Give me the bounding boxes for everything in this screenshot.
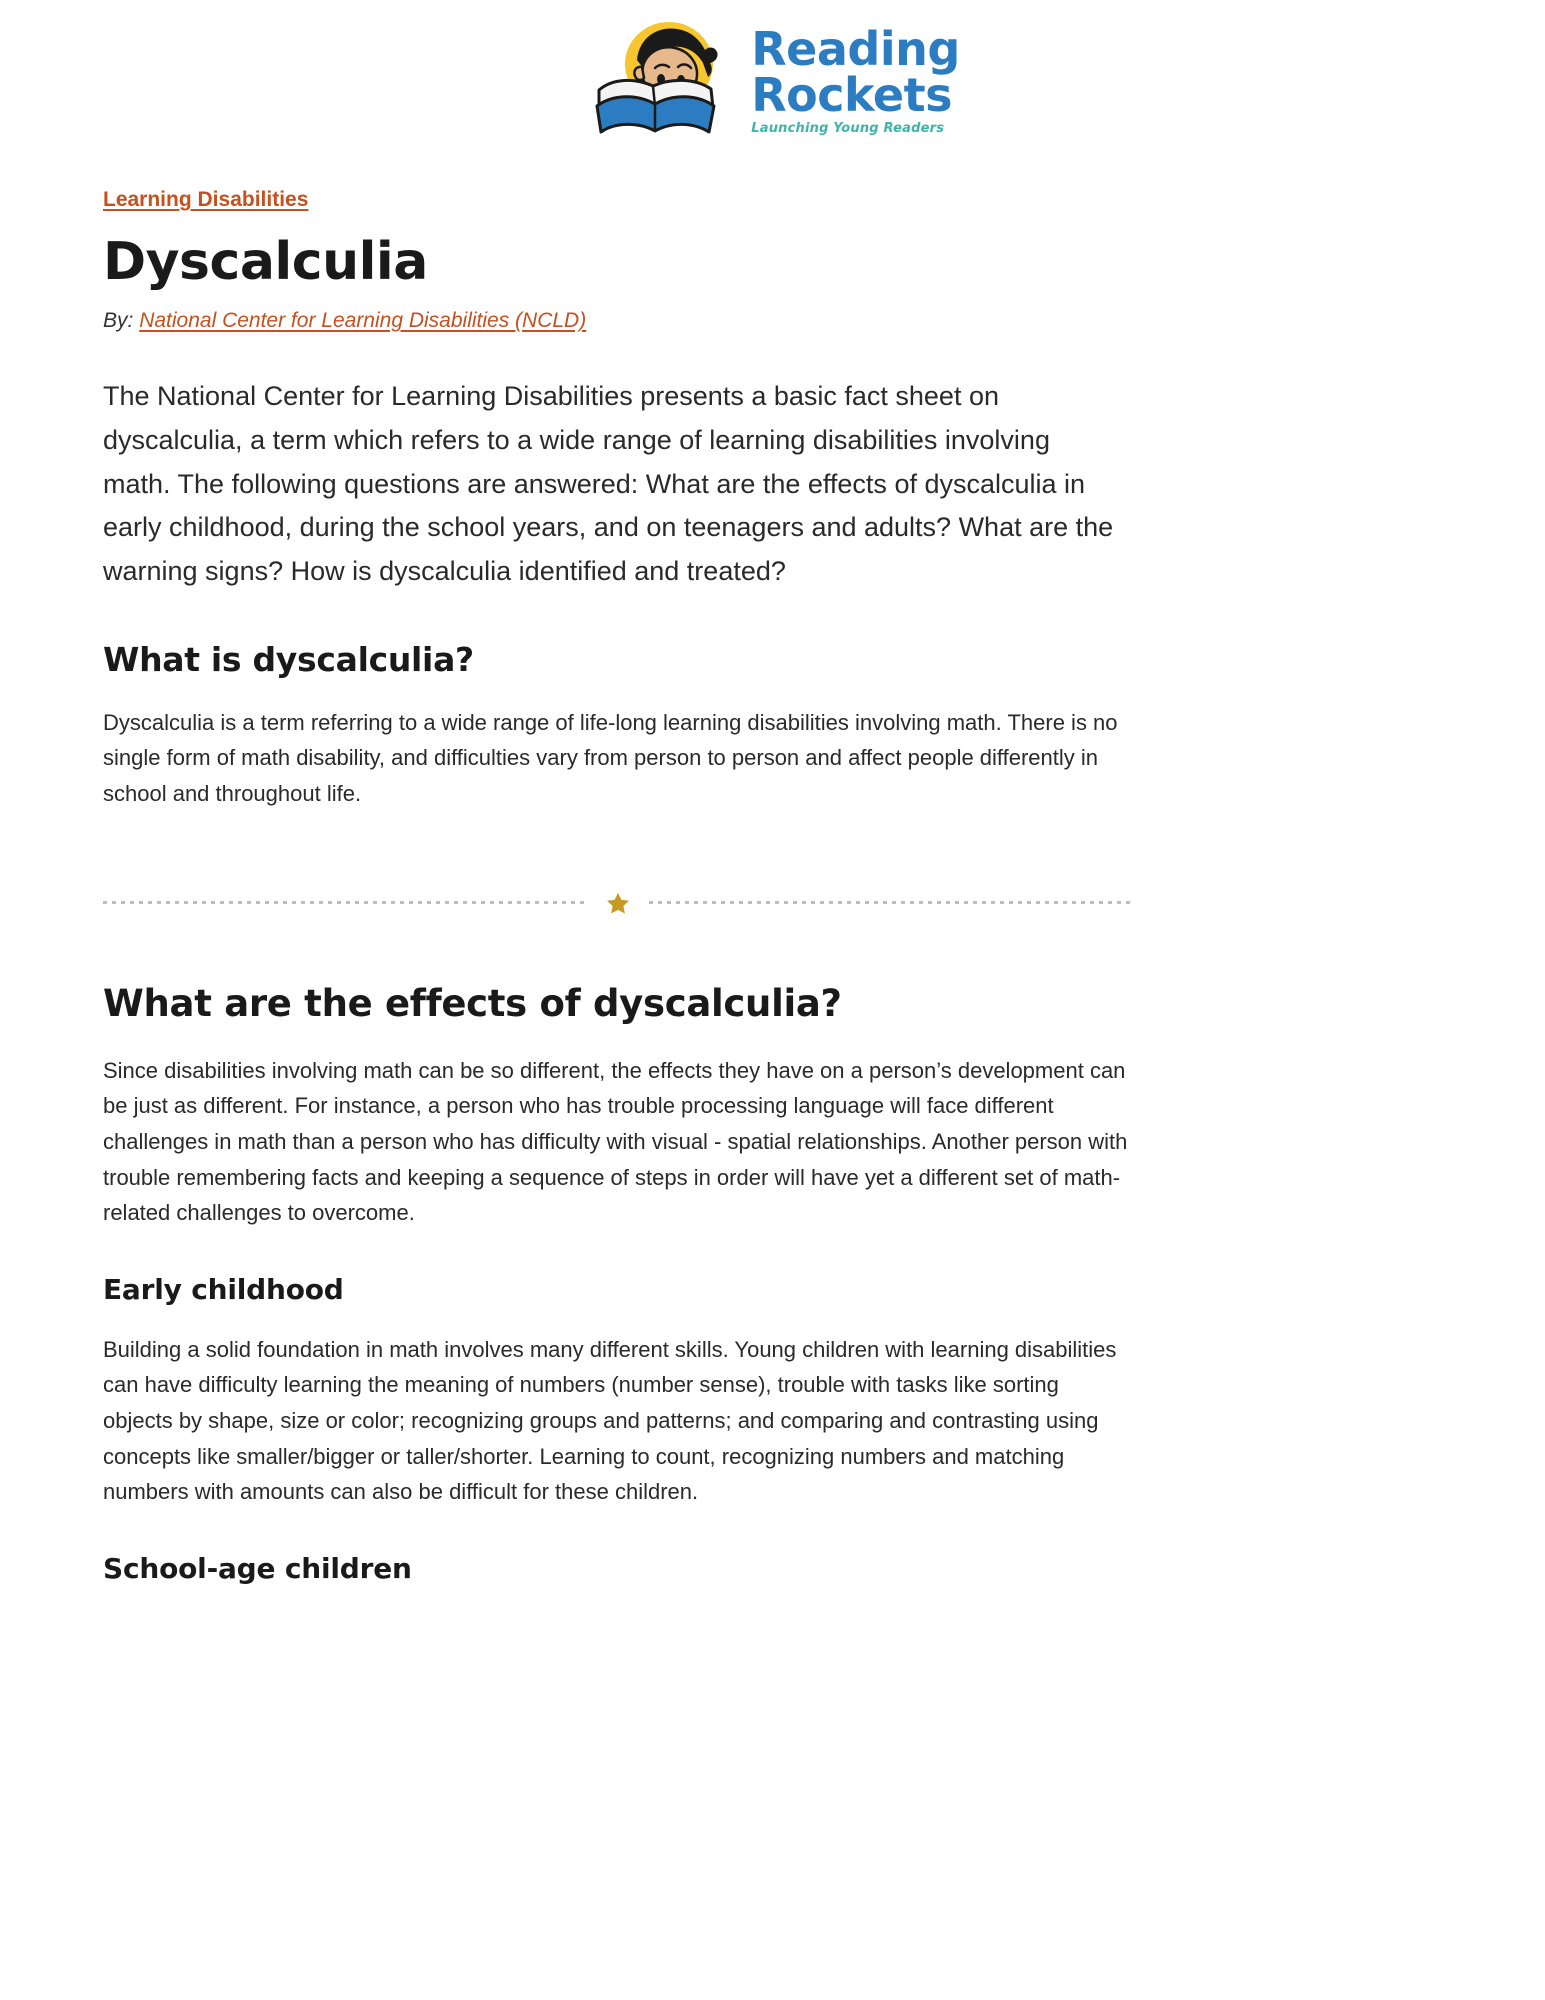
section-heading-what-is-dyscalculia: What is dyscalculia?	[103, 639, 474, 679]
divider-line-left	[103, 901, 587, 904]
subheading-early-childhood: Early childhood	[103, 1272, 344, 1306]
section-heading-effects-of-dyscalculia: What are the effects of dyscalculia?	[103, 981, 842, 1025]
byline-author-link[interactable]: National Center for Learning Disabilities (NCLD)	[139, 309, 587, 333]
section-divider	[103, 890, 1133, 916]
paragraph: Building a solid foundation in math involves many different skills. Young children with learning disabilities can have difficulty learning the meaning of numbers (number sense), trouble with tasks like sorting objects by shape, size or color; recognizing groups and patterns; and comparing and contrasting using concepts like smaller/bigger or taller/shorter. Learning to count, recognizing numbers and matching numbers with amounts can also be difficult for these children.	[103, 1336, 1117, 1505]
logo-word-rockets: Rockets	[751, 68, 952, 122]
boy-reading-book-logo-icon	[585, 16, 745, 142]
divider-line-right	[649, 901, 1133, 904]
byline	[103, 309, 1133, 333]
site-masthead	[0, 0, 1545, 144]
section-what-is-dyscalculia	[103, 640, 1133, 812]
subheading-school-age-children: School-age children	[103, 1551, 412, 1585]
section-effects-of-dyscalculia	[103, 982, 1133, 1585]
star-icon	[605, 890, 631, 916]
logo-wordmark	[751, 13, 960, 145]
reading-rockets-logo[interactable]	[585, 14, 960, 144]
page-title: Dyscalculia	[103, 232, 428, 292]
breadcrumb-learning-disabilities[interactable]: Learning Disabilities	[103, 188, 309, 211]
article-intro: The National Center for Learning Disabilities presents a basic fact sheet on dyscalculia, a term which refers to a wide range of learning disabilities involving math. The following questions are answered: What are the effects of dyscalculia in early childhood, during the school years, and on teenagers and adults? What are the warning signs? How is dyscalculia identified and treated?	[103, 381, 1114, 587]
paragraph: Since disabilities involving math can be so different, the effects they have on a person’s development can be just as different. For instance, a person who has trouble processing language will face different challenges in math than a person who has difficulty with visual - spatial relationships. Another person with trouble remembering facts and keeping a sequence of steps in order will have yet a different set of math-related challenges to overcome.	[103, 1057, 1128, 1226]
logo-tagline: Launching Young Readers	[751, 120, 945, 136]
article-content	[103, 144, 1133, 1585]
byline-prefix: By:	[103, 309, 134, 333]
paragraph: Dyscalculia is a term referring to a wide range of life-long learning disabilities involving math. There is no single form of math disability, and difficulties vary from person to person and affect people differently in school and throughout life.	[103, 709, 1118, 807]
logo-word-reading: Reading	[751, 22, 960, 77]
